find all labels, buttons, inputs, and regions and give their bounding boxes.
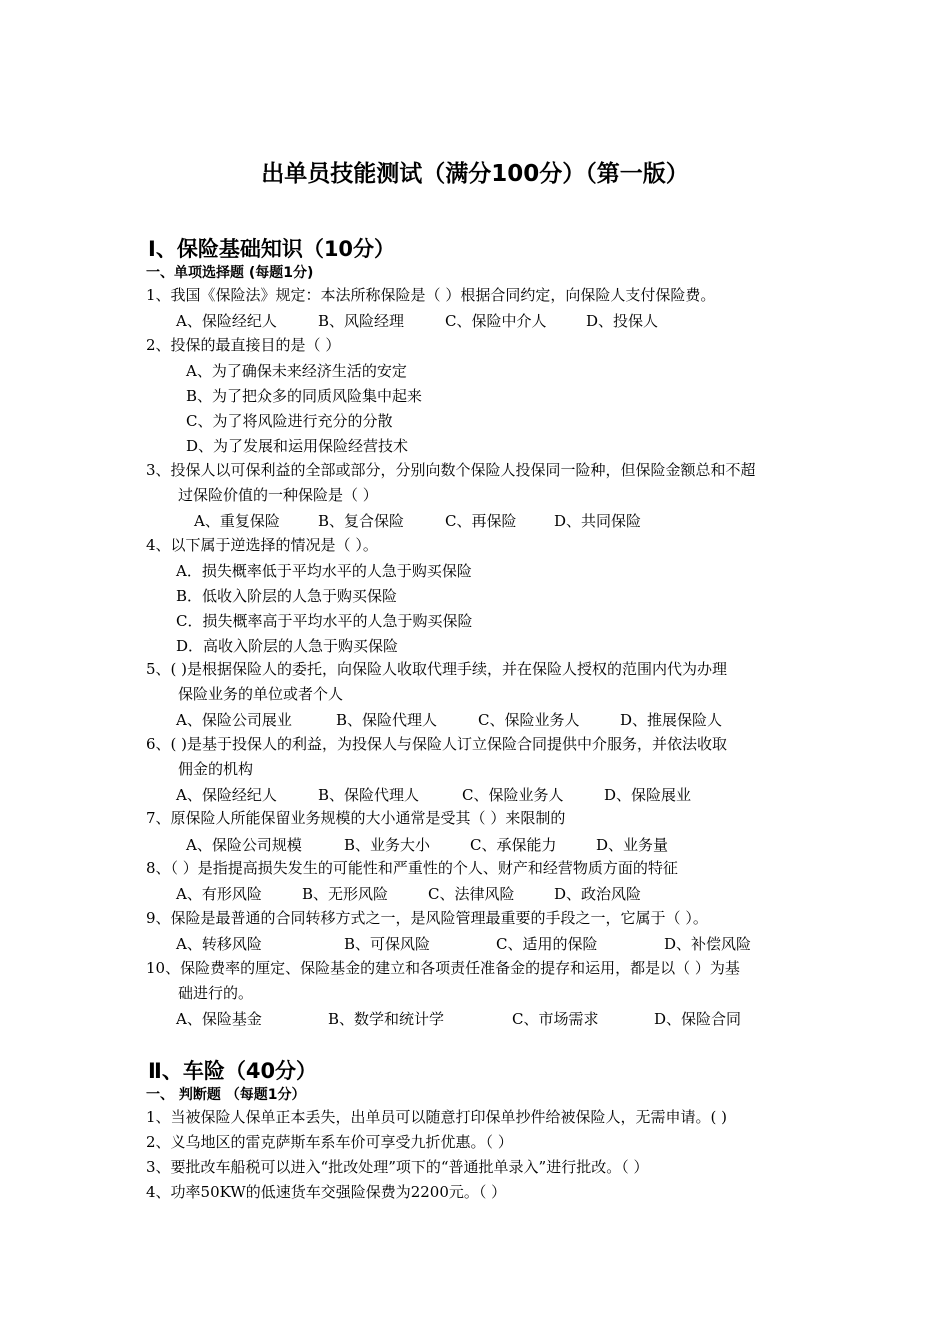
question-8: 8、（ ）是指提高损失发生的可能性和严重性的个人、财产和经营物质方面的特征 bbox=[146, 859, 678, 877]
judgment-3: 3、要批改车船税可以进入“批改处理”项下的“普通批单录入”进行批改。（ ） bbox=[146, 1158, 649, 1176]
q9-option-b: B、可保风险 bbox=[344, 935, 431, 953]
q1-option-b: B、风险经理 bbox=[318, 312, 405, 330]
q8-option-a: A、有形风险 bbox=[176, 885, 262, 903]
q6-option-b: B、保险代理人 bbox=[318, 786, 420, 804]
q1-option-a: A、保险经纪人 bbox=[176, 312, 277, 330]
q2-option-a: A、为了确保未来经济生活的安定 bbox=[186, 362, 407, 380]
q2-option-b: B、为了把众多的同质风险集中起来 bbox=[186, 387, 423, 405]
question-10 bbox=[146, 956, 811, 1006]
judgment-2: 2、义乌地区的雷克萨斯车系车价可享受九折优惠。（ ） bbox=[146, 1133, 513, 1151]
section2-subheading: 一、 判断题 （每题1分） bbox=[146, 1087, 306, 1103]
section1-heading: Ⅰ、保险基础知识（10分） bbox=[148, 237, 396, 261]
q7-option-c: C、承保能力 bbox=[470, 836, 557, 854]
q3-option-b: B、复合保险 bbox=[318, 512, 405, 530]
question-1: 1、我国《保险法》规定：本法所称保险是（ ）根据合同约定，向保险人支付保险费。 bbox=[146, 286, 716, 304]
q5-option-a: A、保险公司展业 bbox=[176, 711, 292, 729]
question-5-line1: 5、( )是根据保险人的委托，向保险人收取代理手续，并在保险人授权的范围内代为办理 bbox=[146, 660, 728, 678]
question-6-line1: 6、( )是基于投保人的利益，为投保人与保险人订立保险合同提供中介服务，并依法收取 bbox=[146, 735, 728, 753]
page-title: 出单员技能测试（满分100分）（第一版） bbox=[261, 161, 689, 187]
judgment-4: 4、功率50KW的低速货车交强险保费为2200元。（ ） bbox=[146, 1183, 507, 1201]
question-3-line1: 3、投保人以可保利益的全部或部分，分别向数个保险人投保同一险种，但保险金额总和不超 bbox=[146, 461, 756, 479]
question-3-line2: 过保险价值的一种保险是（ ） bbox=[178, 486, 378, 504]
q7-option-b: B、业务大小 bbox=[344, 836, 431, 854]
question-7: 7、原保险人所能保留业务规模的大小通常是受其（ ）来限制的 bbox=[146, 809, 566, 827]
q9-option-c: C、适用的保险 bbox=[496, 935, 598, 953]
question-4: 4、以下属于逆选择的情况是（ ）。 bbox=[146, 536, 378, 554]
question-6-line2: 佣金的机构 bbox=[178, 760, 254, 778]
q10-option-c: C、市场需求 bbox=[512, 1010, 599, 1028]
question-9: 9、保险是最普通的合同转移方式之一，是风险管理最重要的手段之一，它属于（ ）。 bbox=[146, 909, 708, 927]
q2-option-c: C、为了将风险进行充分的分散 bbox=[186, 412, 393, 430]
q5-option-b: B、保险代理人 bbox=[336, 711, 438, 729]
q8-option-b: B、无形风险 bbox=[302, 885, 389, 903]
q9-option-a: A、转移风险 bbox=[176, 935, 262, 953]
q2-option-d: D、为了发展和运用保险经营技术 bbox=[186, 437, 409, 455]
q9-option-d: D、补偿风险 bbox=[664, 935, 752, 953]
q10-option-d: D、保险合同 bbox=[654, 1010, 742, 1028]
q6-option-a: A、保险经纪人 bbox=[176, 786, 277, 804]
question-10-line1: 10、保险费率的厘定、保险基金的建立和各项责任准备金的提存和运用，都是以（ ）为基 bbox=[146, 959, 740, 977]
q3-option-a: A、重复保险 bbox=[194, 512, 280, 530]
q7-option-d: D、业务量 bbox=[596, 836, 669, 854]
question-2: 2、投保的最直接目的是（ ） bbox=[146, 336, 341, 354]
q8-option-d: D、政治风险 bbox=[554, 885, 642, 903]
q4-option-c: C．损失概率高于平均水平的人急于购买保险 bbox=[176, 612, 473, 630]
q7-option-a: A、保险公司规模 bbox=[186, 836, 302, 854]
q8-option-c: C、法律风险 bbox=[428, 885, 515, 903]
question-3 bbox=[146, 458, 811, 508]
q1-option-d: D、投保人 bbox=[586, 312, 659, 330]
q5-option-c: C、保险业务人 bbox=[478, 711, 580, 729]
section1-subheading: 一、单项选择题 (每题1分) bbox=[146, 265, 314, 281]
q10-option-a: A、保险基金 bbox=[176, 1010, 262, 1028]
q10-option-b: B、数学和统计学 bbox=[328, 1010, 445, 1028]
q4-option-d: D．高收入阶层的人急于购买保险 bbox=[176, 637, 399, 655]
q1-option-c: C、保险中介人 bbox=[445, 312, 547, 330]
q6-option-d: D、保险展业 bbox=[604, 786, 692, 804]
judgment-1: 1、当被保险人保单正本丢失，出单员可以随意打印保单抄件给被保险人，无需申请。( ) bbox=[146, 1108, 728, 1126]
q3-option-d: D、共同保险 bbox=[554, 512, 642, 530]
question-5-line2: 保险业务的单位或者个人 bbox=[178, 685, 344, 703]
q5-option-d: D、推展保险人 bbox=[620, 711, 723, 729]
section2-heading: Ⅱ、车险（40分） bbox=[148, 1059, 318, 1083]
q6-option-c: C、保险业务人 bbox=[462, 786, 564, 804]
question-10-line2: 础进行的。 bbox=[178, 984, 254, 1002]
q4-option-a: A．损失概率低于平均水平的人急于购买保险 bbox=[176, 562, 472, 580]
question-6 bbox=[146, 732, 811, 782]
question-5 bbox=[146, 657, 811, 707]
q3-option-c: C、再保险 bbox=[445, 512, 517, 530]
q4-option-b: B．低收入阶层的人急于购买保险 bbox=[176, 587, 398, 605]
